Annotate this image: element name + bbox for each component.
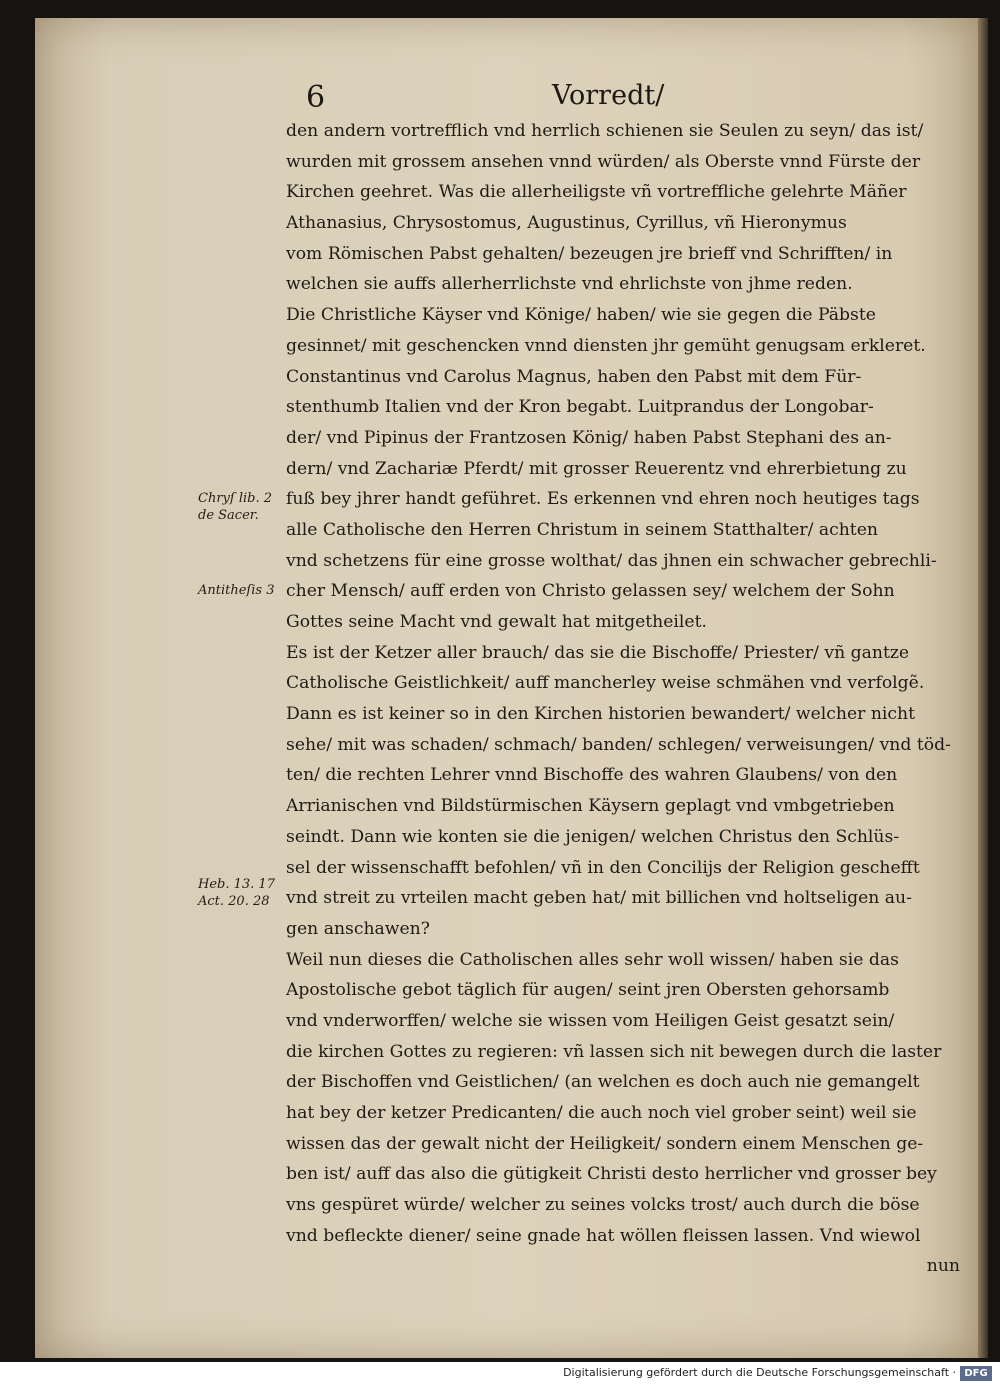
text-line: Arrianischen vnd Bildstürmischen Käysern geplagt vnd vmbgetrieben (286, 796, 895, 817)
funding-credit: Digitalisierung gefördert durch die Deutsche Forschungsgemeinschaft · (563, 1366, 956, 1379)
text-line: der Bischoffen vnd Geistlichen/ (an welchen es doch auch nie gemangelt (286, 1072, 920, 1093)
text-line: den andern vortrefflich vnd herrlich schienen sie Seulen zu seyn/ das ist/ (286, 121, 924, 141)
text-line: Die Christliche Käyser vnd Könige/ haben/ wie sie gegen die Päbste (286, 305, 876, 326)
text-line: vom Römischen Pabst gehalten/ bezeugen jre brieff vnd Schrifften/ in (286, 243, 893, 264)
margin-note-antithesis: Antitheſis 3 (198, 583, 275, 598)
text-line: vnd befleckte diener/ seine gnade hat wöllen fleissen lassen. Vnd wiewol (286, 1225, 921, 1246)
text-line: vnd streit zu vrteilen macht geben hat/ mit billichen vnd holtseligen au- (286, 888, 912, 909)
text-line: Athanasius, Chrysostomus, Augustinus, Cyrillus, vñ Hieronymus (286, 213, 847, 234)
text-line: Gottes seine Macht vnd gewalt hat mitgetheilet. (286, 612, 707, 632)
text-line: ben ist/ auff das also die gütigkeit Christi desto herrlicher vnd grosser bey (286, 1164, 937, 1185)
text-line: wissen das der gewalt nicht der Heiligkeit/ sondern einem Menschen ge- (286, 1133, 924, 1154)
text-line: gen anschawen? (286, 918, 430, 939)
text-line: Dann es ist keiner so in den Kirchen historien bewandert/ welcher nicht (286, 704, 916, 725)
text-line: Catholische Geistlichkeit/ auff mancherley weise schmähen vnd verfolgẽ. (286, 673, 925, 694)
text-line: sel der wissenschafft befohlen/ vñ in den Concilijs der Religion geschefft (286, 857, 920, 878)
text-line: alle Catholische den Herren Christum in seinem Statthalter/ achten (286, 519, 878, 540)
body-text (286, 116, 966, 1282)
footer-bar (0, 1362, 1000, 1386)
text-line: Kirchen geehret. Was die allerheiligste vñ vortreffliche gelehrte Mäñer (286, 182, 907, 203)
text-line: der/ vnd Pipinus der Frantzosen König/ haben Pabst Stephani des an- (286, 427, 892, 448)
text-line: Weil nun dieses die Catholischen alles sehr woll wissen/ haben sie das (286, 949, 899, 970)
text-line: sehe/ mit was schaden/ schmach/ banden/ schlegen/ verweisungen/ vnd töd- (286, 734, 951, 755)
page-number: 6 (306, 80, 326, 115)
text-line: ten/ die rechten Lehrer vnnd Bischoffe des wahren Glaubens/ von den (286, 765, 898, 786)
text-line: fuß bey jhrer handt geführet. Es erkennen vnd ehren noch heutiges tags (286, 489, 920, 510)
page-edge (978, 18, 988, 1358)
catchword: nun (926, 1256, 960, 1277)
text-line: Constantinus vnd Carolus Magnus, haben den Pabst mit dem Für- (286, 366, 862, 387)
text-line: stenthumb Italien vnd der Kron begabt. Luitprandus der Longobar- (286, 397, 874, 418)
text-line: vns gespüret würde/ welcher zu seines volcks trost/ auch durch die böse (286, 1195, 920, 1216)
text-line: dern/ vnd Zachariæ Pferdt/ mit grosser Reuerentz vnd ehrerbietung zu (286, 458, 907, 479)
text-line: die kirchen Gottes zu regieren: vñ lassen sich nit bewegen durch die laster (286, 1041, 942, 1062)
text-line: vnd schetzens für eine grosse wolthat/ das jhnen ein schwacher gebrechli- (286, 550, 937, 571)
text-line: hat bey der ketzer Predicanten/ die auch noch viel grober seint) weil sie (286, 1103, 917, 1123)
text-line: Es ist der Ketzer aller brauch/ das sie die Bischoffe/ Priester/ vñ gantze (286, 642, 910, 663)
margin-note-scripture-refs: Heb. 13. 17 Act. 20. 28 (198, 877, 275, 909)
text-line: Apostolische gebot täglich für augen/ seint jren Obersten gehorsamb (286, 980, 890, 1001)
margin-note-chrysostom: Chryſ lib. 2 de Sacer. (198, 491, 272, 523)
text-line: vnd vnderworffen/ welche sie wissen vom Heiligen Geist gesatzt sein/ (286, 1010, 895, 1031)
text-line: wurden mit grossem ansehen vnnd würden/ als Oberste vnnd Fürste der (286, 151, 921, 172)
text-line: seindt. Dann wie konten sie die jenigen/ welchen Christus den Schlüs- (286, 826, 900, 847)
text-line: welchen sie auffs allerherrlichste vnd ehrlichste von jhme reden. (286, 274, 853, 295)
dfg-logo: DFG (960, 1366, 992, 1381)
text-line: cher Mensch/ auff erden von Christo gelassen sey/ welchem der Sohn (286, 581, 895, 602)
text-line: gesinnet/ mit geschencken vnnd diensten jhr gemüht genugsam erkleret. (286, 335, 926, 356)
running-head: Vorredt/ (552, 80, 665, 111)
